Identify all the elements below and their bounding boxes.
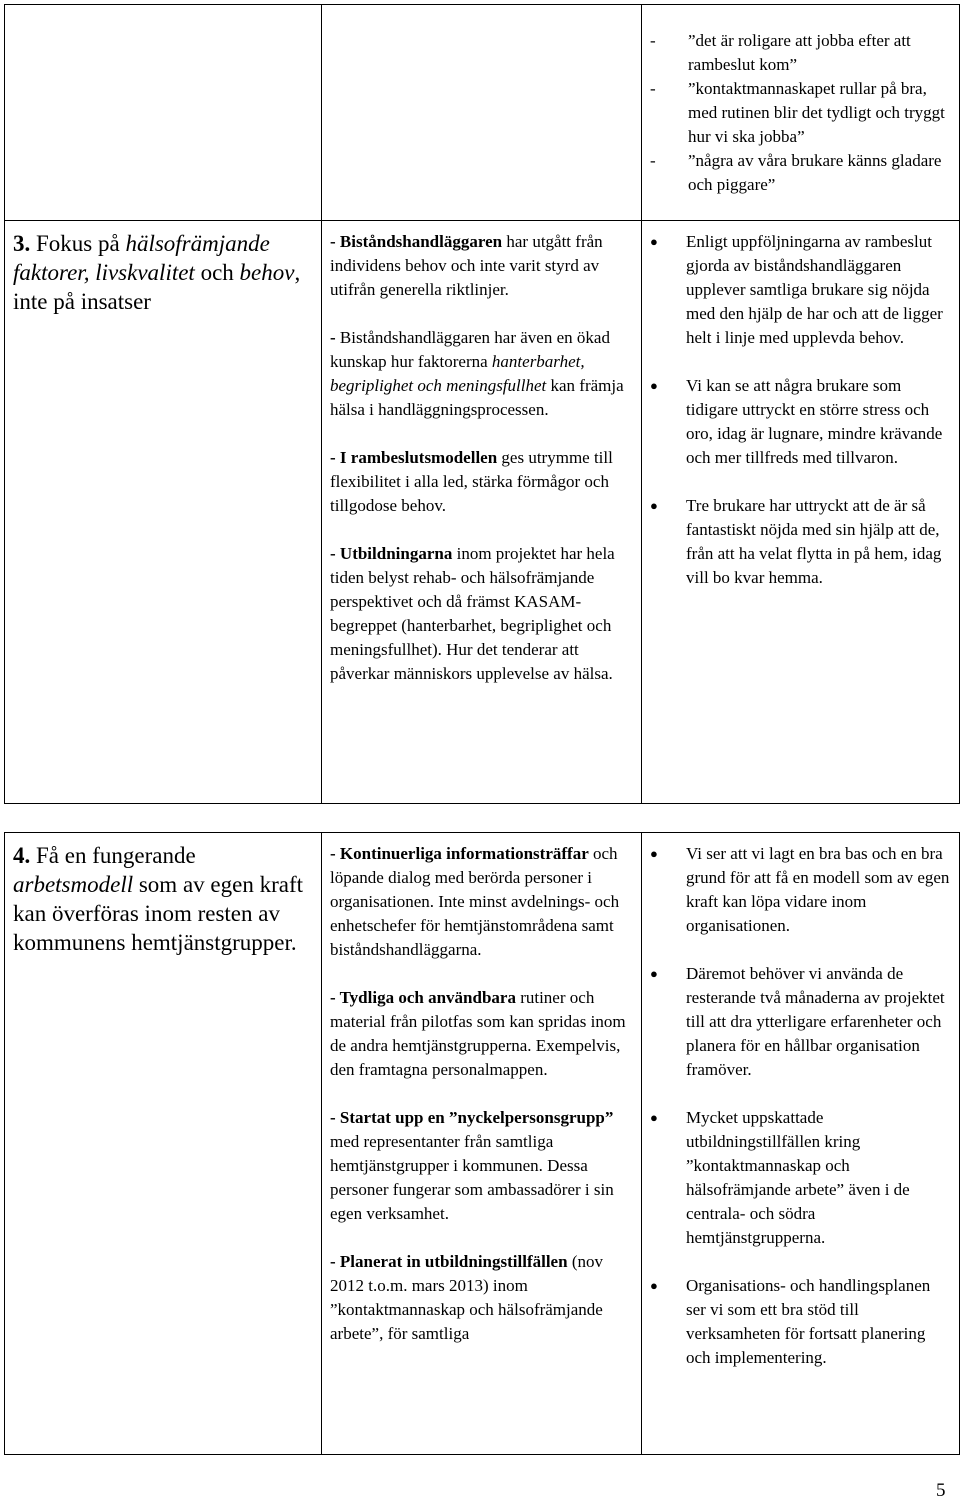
result-bullet-list	[650, 842, 953, 1370]
activity-paragraph: - I rambeslutsmodellen ges utrymme till flexibilitet i alla led, stärka förmågor och tillgodose behov.	[330, 448, 613, 515]
goal-text: Få en fungerande	[30, 843, 196, 868]
goal-text-italic: behov	[239, 260, 295, 285]
goal-text-italic: arbetsmodell	[13, 872, 134, 897]
result-bullet-list	[650, 230, 953, 590]
table-row-goal-4	[5, 833, 960, 1455]
table-row-goal-3	[5, 221, 960, 804]
results-table-part1	[4, 4, 960, 804]
quote-item: - ”kontaktmannaskapet rullar på bra, med rutinen blir det tydligt och tryggt hur vi ska jobba”	[648, 77, 949, 149]
goal-cell-3	[5, 221, 322, 804]
activity-paragraph: - Kontinuerliga informationsträffar och löpande dialog med berörda personer i organisationen. Inte minst avdelnings- och enhetschefer för hemtjänstområdena samt biståndshandläggarna.	[330, 844, 620, 959]
table-row-continued	[5, 5, 960, 221]
goal-text: Fokus på	[30, 231, 126, 256]
goal-text-italic: hälsofrämjande faktorer, livskvalitet	[13, 231, 270, 285]
page-number: 5	[936, 1480, 946, 1501]
activity-paragraph: - Startat upp en ”nyckelpersonsgrupp” med representanter från samtliga hemtjänstgrupper i kommunen. Dessa personer fungerar som ambassadörer i sin egen verksamhet.	[330, 1108, 614, 1223]
activity-paragraph: - Utbildningarna inom projektet har hela tiden belyst rehab- och hälsofrämjande perspektivet och då främst KASAM-begreppet (hanterbarhet, begriplighet och meningsfullhet). Hur det tenderar att påverkar människors upplevelse av hälsa.	[330, 544, 615, 683]
results-table-part2	[4, 832, 960, 1455]
activity-paragraph: - Biståndshandläggaren har utgått från individens behov och inte varit styrd av utifrån generella riktlinjer.	[330, 232, 603, 299]
activity-paragraph: - Tydliga och användbara rutiner och material från pilotfas som kan spridas inom de andra hemtjänstgrupperna. Exempelvis, den framtagna personalmappen.	[330, 988, 626, 1079]
goal-number: 4.	[13, 843, 31, 868]
result-bullet: ● Enligt uppföljningarna av rambeslut gjorda av biståndshandläggaren upplever samtliga brukare sig nöjda med den hjälp de har och att de ligger helt i linje med upplevda behov.	[650, 230, 953, 350]
result-bullet: ● Mycket uppskattade utbildningstillfällen kring ”kontaktmannaskap och hälsofrämjande arbete” även i de centrala- och södra hemtjänstgrupperna.	[650, 1106, 953, 1250]
goal-text: , inte på insatser	[13, 260, 301, 314]
result-bullet: ● Däremot behöver vi använda de resterande två månaderna av projektet till att dra ytterligare erfarenheter och planera för en hållbar organisation framöver.	[650, 962, 953, 1082]
goal-number: 3.	[13, 231, 31, 256]
result-cell-3	[642, 221, 960, 804]
quote-list	[648, 29, 949, 197]
result-bullet: ● Tre brukare har uttryckt att de är så fantastiskt nöjda med sin hjälp att de, från att ha velat flytta in på hem, idag vill bo kvar hemma.	[650, 494, 953, 590]
result-cell-4	[642, 833, 960, 1455]
result-bullet: ● Organisations- och handlingsplanen ser vi som ett bra stöd till verksamheten för fortsatt planering och implementering.	[650, 1274, 953, 1370]
goal-cell-4	[5, 833, 322, 1455]
activity-cell-4	[322, 833, 642, 1455]
goal-text: som av egen kraft kan överföras inom resten av kommunens hemtjänstgrupper.	[13, 872, 303, 955]
quote-item: - ”några av våra brukare känns gladare och piggare”	[648, 149, 949, 197]
activity-paragraph: - Biståndshandläggaren har även en ökad kunskap hur faktorerna hanterbarhet, begriplighet och meningsfullhet kan främja hälsa i handläggningsprocessen.	[330, 328, 624, 419]
activity-cell-empty	[322, 5, 642, 221]
result-bullet: ● Vi kan se att några brukare som tidigare uttryckt en större stress och oro, idag är lugnare, mindre krävande och mer tillfreds med tillvaron.	[650, 374, 953, 470]
result-quotes-cell	[642, 5, 960, 221]
result-bullet: ● Vi ser att vi lagt en bra bas och en bra grund för att få en modell som av egen kraft kan löpa vidare inom organisationen.	[650, 842, 953, 938]
activity-cell-3	[322, 221, 642, 804]
goal-cell-empty	[5, 5, 322, 221]
goal-text: och	[194, 260, 240, 285]
quote-item: - ”det är roligare att jobba efter att rambeslut kom”	[648, 29, 949, 77]
activity-paragraph: - Planerat in utbildningstillfällen (nov 2012 t.o.m. mars 2013) inom ”kontaktmannaskap och hälsofrämjande arbete”, för samtliga	[330, 1252, 603, 1343]
